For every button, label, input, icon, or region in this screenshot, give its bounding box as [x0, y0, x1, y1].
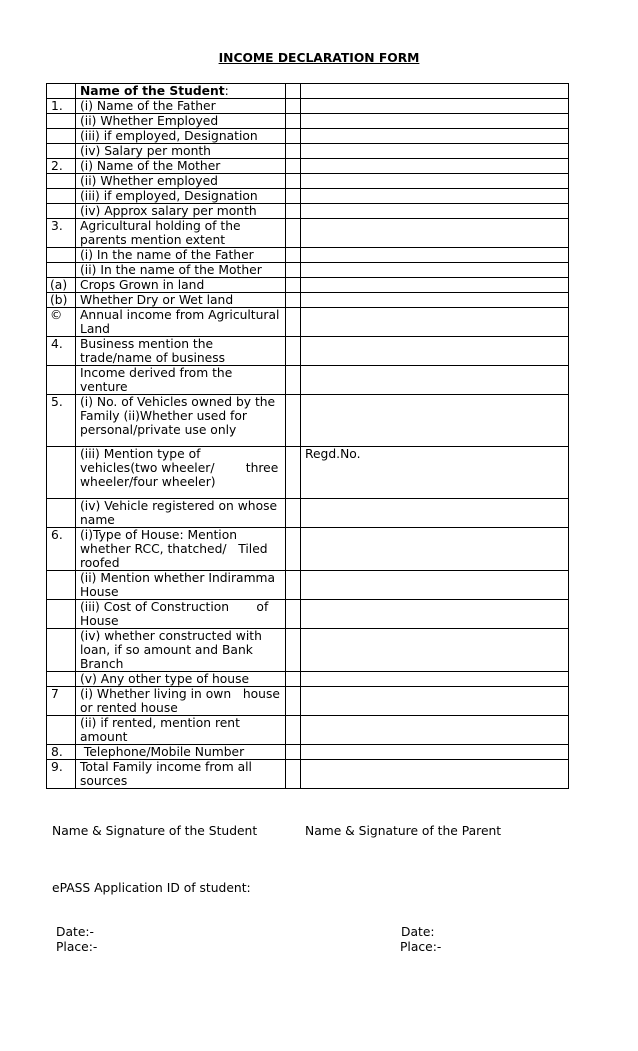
row-number: 9. — [47, 760, 76, 789]
spacer-cell — [286, 528, 301, 571]
row-number — [47, 189, 76, 204]
row-label: (i)Type of House: Mention whether RCC, thatched/ Tiled roofed — [76, 528, 286, 571]
row-number — [47, 672, 76, 687]
spacer-cell — [286, 129, 301, 144]
spacer-cell — [286, 672, 301, 687]
spacer-cell — [286, 308, 301, 337]
row-value-field[interactable] — [301, 174, 569, 189]
table-row — [47, 366, 569, 395]
form-title: INCOME DECLARATION FORM — [218, 51, 420, 65]
row-value-field[interactable] — [301, 114, 569, 129]
row-label: Crops Grown in land — [76, 278, 286, 293]
row-value-field[interactable] — [301, 308, 569, 337]
row-number — [47, 84, 76, 99]
spacer-cell — [286, 204, 301, 219]
table-row — [47, 129, 569, 144]
row-number — [47, 716, 76, 745]
row-number — [47, 447, 76, 499]
spacer-cell — [286, 144, 301, 159]
row-value-field[interactable] — [301, 99, 569, 114]
table-row — [47, 293, 569, 308]
spacer-cell — [286, 716, 301, 745]
table-row — [47, 278, 569, 293]
spacer-cell — [286, 219, 301, 248]
spacer-cell — [286, 114, 301, 129]
row-label: (iv) Approx salary per month — [76, 204, 286, 219]
row-value-field[interactable] — [301, 528, 569, 571]
row-label: Income derived from the venture — [76, 366, 286, 395]
row-number — [47, 114, 76, 129]
row-value-field[interactable]: Regd.No. — [301, 447, 569, 499]
table-row — [47, 716, 569, 745]
row-value-field[interactable] — [301, 278, 569, 293]
student-signature-label: Name & Signature of the Student — [52, 824, 258, 838]
row-label: Agricultural holding of the parents mention extent — [76, 219, 286, 248]
row-value-field[interactable] — [301, 204, 569, 219]
row-number: (b) — [47, 293, 76, 308]
row-value-field[interactable] — [301, 716, 569, 745]
table-row — [47, 219, 569, 248]
row-number — [47, 600, 76, 629]
table-row — [47, 114, 569, 129]
declaration-table-body — [47, 84, 569, 789]
table-row — [47, 687, 569, 716]
table-row — [47, 308, 569, 337]
parent-signature-label: Name & Signature of the Parent — [305, 824, 502, 838]
row-label: Total Family income from all sources — [76, 760, 286, 789]
student-name-field[interactable] — [301, 84, 569, 99]
row-value-field[interactable] — [301, 760, 569, 789]
row-number: © — [47, 308, 76, 337]
table-row — [47, 629, 569, 672]
spacer-cell — [286, 84, 301, 99]
row-label: (iv) whether constructed with loan, if so amount and Bank Branch — [76, 629, 286, 672]
row-label: (iv) Vehicle registered on whose name — [76, 499, 286, 528]
row-value-field[interactable] — [301, 144, 569, 159]
table-row — [47, 447, 569, 499]
row-number — [47, 263, 76, 278]
spacer-cell — [286, 499, 301, 528]
row-value-field[interactable] — [301, 263, 569, 278]
row-number: 8. — [47, 745, 76, 760]
row-label: Telephone/Mobile Number — [76, 745, 286, 760]
spacer-cell — [286, 159, 301, 174]
row-value-field[interactable] — [301, 629, 569, 672]
row-number — [47, 129, 76, 144]
table-row — [47, 144, 569, 159]
row-number: 6. — [47, 528, 76, 571]
table-row — [47, 159, 569, 174]
spacer-cell — [286, 600, 301, 629]
spacer-cell — [286, 189, 301, 204]
spacer-cell — [286, 447, 301, 499]
table-row — [47, 395, 569, 447]
row-label: (iii) if employed, Designation — [76, 129, 286, 144]
row-label: Whether Dry or Wet land — [76, 293, 286, 308]
table-row — [47, 174, 569, 189]
row-label: (ii) Mention whether Indiramma House — [76, 571, 286, 600]
row-label: (ii) In the name of the Mother — [76, 263, 286, 278]
row-number — [47, 204, 76, 219]
row-label: (ii) Whether Employed — [76, 114, 286, 129]
spacer-cell — [286, 687, 301, 716]
table-row — [47, 499, 569, 528]
table-row — [47, 600, 569, 629]
row-number: 4. — [47, 337, 76, 366]
row-value-field[interactable] — [301, 219, 569, 248]
row-label: (iii) Mention type of vehicles(two wheeler/ three wheeler/four wheeler) — [76, 447, 286, 499]
row-label: Business mention the trade/name of business — [76, 337, 286, 366]
row-value-field[interactable] — [301, 600, 569, 629]
row-value-field[interactable] — [301, 129, 569, 144]
spacer-cell — [286, 293, 301, 308]
row-value-field[interactable] — [301, 687, 569, 716]
spacer-cell — [286, 629, 301, 672]
table-row — [47, 760, 569, 789]
row-value-field[interactable] — [301, 745, 569, 760]
table-row — [47, 204, 569, 219]
row-number — [47, 366, 76, 395]
row-number — [47, 629, 76, 672]
table-row — [47, 672, 569, 687]
row-label: (v) Any other type of house — [76, 672, 286, 687]
row-number: 3. — [47, 219, 76, 248]
row-value-field[interactable] — [301, 248, 569, 263]
date-right-label: Date: — [401, 925, 435, 939]
row-value-field[interactable] — [301, 672, 569, 687]
row-number — [47, 144, 76, 159]
spacer-cell — [286, 248, 301, 263]
row-number: 5. — [47, 395, 76, 447]
row-label: (iii) if employed, Designation — [76, 189, 286, 204]
row-number: (a) — [47, 278, 76, 293]
table-row — [47, 248, 569, 263]
place-right-label: Place:- — [400, 940, 442, 954]
row-number — [47, 571, 76, 600]
row-value-field[interactable] — [301, 366, 569, 395]
row-number: 7 — [47, 687, 76, 716]
row-label: (iii) Cost of Construction of House — [76, 600, 286, 629]
row-value-field[interactable] — [301, 159, 569, 174]
student-name-label: Name of the Student: — [76, 84, 286, 99]
spacer-cell — [286, 278, 301, 293]
row-label: (i) Name of the Father — [76, 99, 286, 114]
row-value-field[interactable] — [301, 337, 569, 366]
table-row — [47, 263, 569, 278]
row-label: (i) Name of the Mother — [76, 159, 286, 174]
row-value-field[interactable] — [301, 571, 569, 600]
spacer-cell — [286, 337, 301, 366]
row-label: Annual income from Agricultural Land — [76, 308, 286, 337]
row-label: (i) No. of Vehicles owned by the Family (ii)Whether used for personal/private use only — [76, 395, 286, 447]
row-value-field[interactable] — [301, 499, 569, 528]
table-row — [47, 337, 569, 366]
declaration-table — [46, 83, 569, 789]
row-number — [47, 174, 76, 189]
row-number — [47, 248, 76, 263]
row-label: (iv) Salary per month — [76, 144, 286, 159]
spacer-cell — [286, 174, 301, 189]
table-row — [47, 571, 569, 600]
table-row — [47, 745, 569, 760]
table-row — [47, 528, 569, 571]
row-value-field[interactable] — [301, 293, 569, 308]
spacer-cell — [286, 263, 301, 278]
table-row — [47, 99, 569, 114]
place-left-label: Place:- — [56, 940, 98, 954]
row-label: (i) In the name of the Father — [76, 248, 286, 263]
row-label: (i) Whether living in own house or rented house — [76, 687, 286, 716]
row-label: (ii) if rented, mention rent amount — [76, 716, 286, 745]
row-number: 1. — [47, 99, 76, 114]
spacer-cell — [286, 760, 301, 789]
spacer-cell — [286, 745, 301, 760]
row-number: 2. — [47, 159, 76, 174]
row-number — [47, 499, 76, 528]
table-row — [47, 189, 569, 204]
student-name-row — [47, 84, 569, 99]
spacer-cell — [286, 571, 301, 600]
row-label: (ii) Whether employed — [76, 174, 286, 189]
spacer-cell — [286, 366, 301, 395]
date-left-label: Date:- — [56, 925, 94, 939]
row-value-field[interactable] — [301, 395, 569, 447]
epass-id-label: ePASS Application ID of student: — [52, 881, 251, 895]
spacer-cell — [286, 99, 301, 114]
spacer-cell — [286, 395, 301, 447]
row-value-field[interactable] — [301, 189, 569, 204]
